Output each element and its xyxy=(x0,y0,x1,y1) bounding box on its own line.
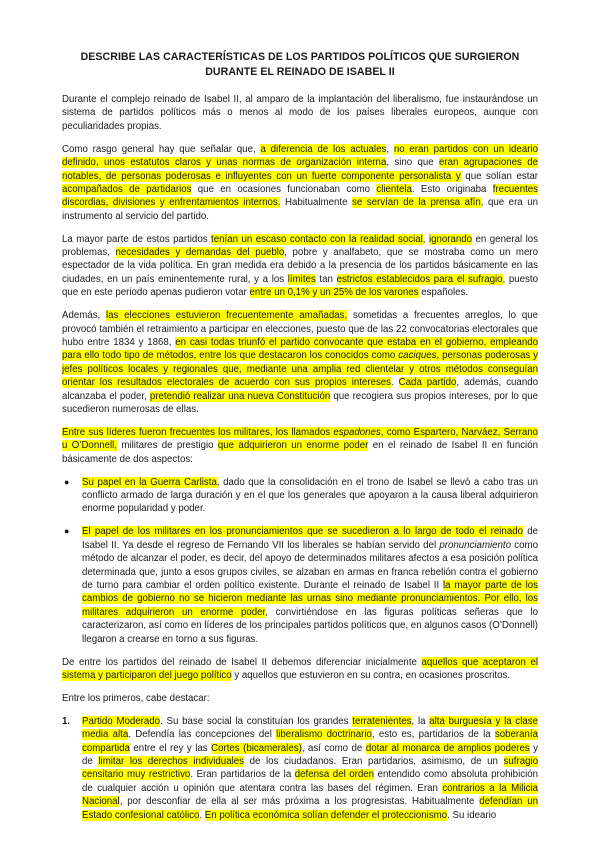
highlighted-text: liberalismo doctrinario xyxy=(276,729,372,741)
highlighted-text: Entre sus líderes fueron frecuentes los militares, los llamados xyxy=(62,426,334,438)
text-run: . Eran partidarios de la xyxy=(190,769,295,781)
text-run: , dado que la consolidación en el trono de Isabel se llevó a cabo tras un conflicto armado de larga duración y en el que los generales que apoyaron a la causa liberal adquirieron enorme popularidad y poder. xyxy=(82,476,538,515)
text-run: como método de alcanzar el poder, es decir, del apoyo de determinados militares afectos a esa posición política determinada que, junto a esos grupos civiles, se alzaban en armas en franca rebelión contra el gobierno de turno para cambiar el orden político existente. Durante el reinado de Isabel II xyxy=(82,539,538,591)
text-run: , además, cuando alcanzaba el poder, xyxy=(62,377,538,402)
highlighted-text: espadones xyxy=(333,426,381,438)
text-run: pronunciamiento xyxy=(439,539,512,551)
text-run: , puesto que en este periodo apenas pudieron votar xyxy=(62,273,538,299)
bullet-text xyxy=(82,526,538,644)
highlighted-text: frecuentes discordias, divisiones y enfrentamientos internos. xyxy=(62,183,539,209)
text-run: De entre los partidos del reinado de Isabel II debemos diferenciar inicialmente xyxy=(62,656,422,668)
paragraph-military-leaders xyxy=(62,426,538,466)
highlighted-text: no eran partidos con un ideario definido, unos estatutos claros y unas normas de organización interna xyxy=(62,143,538,169)
text-run: entendido como absoluta prohibición de cualquier acción u opinión que atentara contra las bases del régimen. Eran xyxy=(82,769,538,794)
bullet-list xyxy=(62,476,538,646)
text-run: Como rasgo general hay que señalar que, xyxy=(62,143,261,155)
highlighted-text: clientela xyxy=(376,183,412,195)
text-run: y aquellos que estuvieron en su contra, en ocasiones proscritos. xyxy=(231,669,511,681)
highlighted-text: alta burguesía y la clase media alta xyxy=(82,715,538,741)
highlighted-text: terratenientes xyxy=(352,715,412,727)
document-title: DESCRIBE LAS CARACTERÍSTICAS DE LOS PARTIDOS POLÍTICOS QUE SURGIERON DURANTE EL REINADO DE ISABEL II xyxy=(80,51,520,78)
list-item-text xyxy=(82,716,538,821)
text-run: que solían estar xyxy=(460,170,538,182)
highlighted-text: Su papel en la Guerra Carlista xyxy=(82,476,217,488)
text-run: . Su ideario xyxy=(447,809,497,821)
text-run: en el reinado de Isabel II en función básicamente de dos aspectos: xyxy=(62,440,538,465)
text-run: militares de prestigio xyxy=(116,440,218,452)
bullet-icon: ● xyxy=(64,526,70,537)
highlighted-text: , personas poderosas y jefes políticos locales y regionales que, mediante una amplia red clientelar y otros métodos conseguían orientar los resultados electorales de acuerdo con sus propios intereses xyxy=(62,350,538,389)
text-run: de los ciudadanos. Eran partidarios, asimismo, de un xyxy=(243,755,504,767)
text-run: Además, xyxy=(62,310,107,322)
text-run: en general los problemas, xyxy=(62,233,538,259)
highlighted-text: la mayor parte de los cambios de gobierno no se hicieron mediante las urnas sino mediante pronunciamientos. Por ello, los militares adquirieron un enorme poder xyxy=(82,580,538,618)
paragraph-first-list-intro xyxy=(62,692,538,705)
text-run: entre el rey y las xyxy=(129,742,212,754)
highlighted-text: En política económica solían defender el proteccionismo xyxy=(204,809,448,821)
text-run: , por desconfiar de ella al ser más próxima a los progresistas. Habitualmente xyxy=(119,796,480,808)
text-run: , xyxy=(386,143,394,155)
text-run: . xyxy=(199,809,205,821)
highlighted-text: , como Espartero, Narváez, Serrano u O’Donnell, xyxy=(62,426,538,452)
highlighted-text: El papel de los militares en los pronunciamientos que se sucedieron a lo largo de todo el reinado xyxy=(82,526,523,538)
text-run: que recogiera sus propios intereses, por lo que sucedieron numerosas de ellas. xyxy=(62,390,539,416)
highlighted-text: se servían de la prensa afín xyxy=(352,197,481,209)
highlighted-text: en casi todas triunfó el partido convocante que estaba en el gobierno, empleando para ello todo tipo de métodos, entre los que destacaron los conocidos como xyxy=(62,337,539,362)
text-run: , pobre y analfabeto, que se mostraba como un mero espectador de la vida política. En gran medida era debido a la presencia de los partidos básicamente en las ciudades, en un país eminentemente rural, y a los xyxy=(62,247,538,285)
highlighted-text: Cortes (bicamerales) xyxy=(211,742,302,754)
paragraph-social-contact xyxy=(62,233,538,300)
text-run: españoles. xyxy=(418,287,469,299)
text-run: . xyxy=(391,377,399,389)
text-run: tan xyxy=(315,273,337,285)
text-run: . Su base social la constituían los grandes xyxy=(160,715,353,727)
text-run: de Isabel II. Ya desde el regreso de Fernando VII los liberales se habían servido del xyxy=(82,526,538,551)
highlighted-text: acompañados de partidarios xyxy=(62,183,192,195)
paragraph-elections xyxy=(62,309,538,416)
list-number: 1. xyxy=(62,715,71,727)
text-run: , la xyxy=(411,715,430,727)
text-run: . Esto originaba xyxy=(411,183,493,195)
highlighted-text: caciques xyxy=(398,350,437,362)
highlighted-text: pretendió realizar una nueva Constitución xyxy=(149,390,331,402)
text-run: , xyxy=(422,233,429,245)
text-run: , sino que xyxy=(386,157,439,169)
text-run: sometidas a frecuentes arreglos, lo que provocó también el retraimiento a participar en elecciones, puesto que de las 22 convocatorias electorales que hubo entre 1834 y 1868, xyxy=(62,310,538,348)
text-run: , esto es, partidarios de la xyxy=(371,729,495,741)
text-run: . Defendía las concepciones del xyxy=(128,729,277,741)
text-run: , convirtiéndose en las figuras políticas señeras que lo caracterizaron, así como en líderes de los principales partidos políticos que, en algunos casos (O’Donnell) llegaron a crearse en torno a sus figuras. xyxy=(82,606,538,645)
highlighted-text: contrarios a la Milicia Nacional xyxy=(82,782,538,808)
paragraph-party-division xyxy=(62,656,538,683)
highlighted-text: limitar los derechos individuales xyxy=(98,755,244,767)
text-run: , que era un instrumento al servicio del partido. xyxy=(62,197,538,222)
numbered-list xyxy=(62,715,538,822)
highlighted-text: sufragio censitario muy restrictivo xyxy=(82,755,539,781)
text-run: Entre los primeros, cabe destacar: xyxy=(62,692,210,704)
highlighted-text: estrictos establecidos para el sufragio xyxy=(336,273,503,285)
bullet-icon: ● xyxy=(64,476,70,487)
bullet-item-pronunciamientos xyxy=(62,525,538,646)
highlighted-text: defensa del orden xyxy=(294,769,375,781)
text-run: , así como de xyxy=(301,742,366,754)
highlighted-text: a diferencia de los actuales xyxy=(260,143,387,155)
highlighted-text: necesidades y demandas del pueblo xyxy=(115,247,285,259)
text-run: La mayor parte de estos partidos xyxy=(62,233,212,245)
text-run: que en ocasiones funcionaban como xyxy=(191,183,377,195)
bullet-item-carlist-war xyxy=(62,476,538,516)
highlighted-text: entre un 0,1% y un 25% de los varones xyxy=(249,287,419,299)
highlighted-text: eran agrupaciones de notables, de personas poderosas e influyentes con un fuerte componente personalista y xyxy=(62,157,539,182)
paragraph-intro xyxy=(62,93,538,133)
highlighted-text: que adquirieron un enorme poder xyxy=(217,440,369,452)
highlighted-text: aquellos que aceptaron el sistema y participaron del juego político xyxy=(62,656,538,681)
highlighted-text: ignorando xyxy=(428,233,473,245)
highlighted-text: Partido Moderado xyxy=(82,715,161,727)
highlighted-text: dotar al monarca de amplios poderes xyxy=(365,742,530,754)
highlighted-text: límites xyxy=(287,273,316,285)
paragraph-general-traits xyxy=(62,143,538,223)
text-run: Durante el complejo reinado de Isabel II, al amparo de la implantación del liberalismo, fue instaurándose un sistema de partidos políticos más o menos al modo de los países liberales europeos, aunque con peculiaridades propias. xyxy=(62,94,538,132)
text-run: Habitualmente xyxy=(280,197,352,209)
text-run: y de xyxy=(82,742,538,767)
highlighted-text: tenían un escaso contacto con la realidad social xyxy=(211,233,423,245)
highlighted-text: defendían un Estado confesional católico xyxy=(82,796,538,821)
highlighted-text: Cada partido xyxy=(398,377,457,389)
highlighted-text: las elecciones estuvieron frecuentemente amañadas, xyxy=(106,310,348,322)
highlighted-text: soberanía compartida xyxy=(82,729,538,754)
list-item-partido-moderado xyxy=(62,715,538,822)
bullet-text xyxy=(82,477,538,515)
